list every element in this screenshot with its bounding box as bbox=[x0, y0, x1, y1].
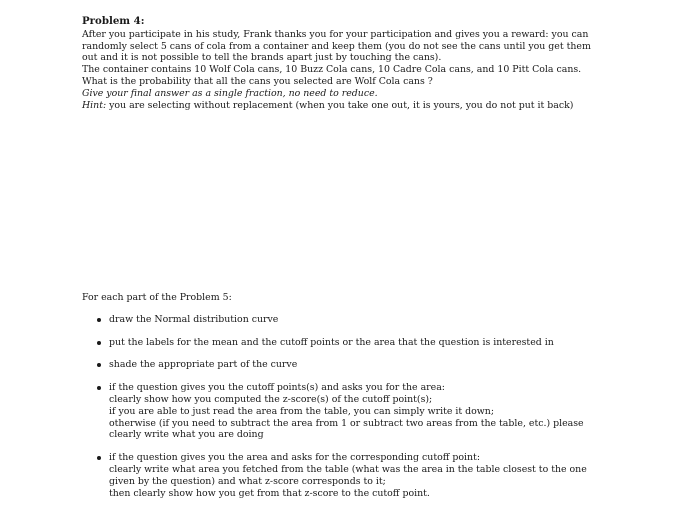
list-item bbox=[82, 452, 622, 499]
problem-4-title: Problem 4: bbox=[82, 15, 145, 27]
list-item bbox=[82, 359, 622, 371]
hint-label: Hint: bbox=[82, 99, 107, 111]
text-line: then clearly show how you get from that z-score to the cutoff point. bbox=[109, 487, 430, 499]
text-line: out and it is not possible to tell the brands apart just by touching the cans). bbox=[82, 52, 442, 64]
list-item bbox=[82, 314, 622, 326]
text-line: put the labels for the mean and the cutoff points or the area that the question is interested in bbox=[109, 336, 554, 348]
text-line: otherwise (if you need to subtract the area from 1 or subtract two areas from the table, etc.) please bbox=[109, 417, 584, 429]
hint-text: you are selecting without replacement (when you take one out, it is yours, you do not put it back) bbox=[106, 99, 574, 111]
problem-4-instruction: Give your final answer as a single fraction, no need to reduce. bbox=[82, 87, 378, 99]
text-line: randomly select 5 cans of cola from a container and keep them (you do not see the cans until you get them bbox=[82, 40, 591, 52]
list-item bbox=[82, 337, 622, 349]
problem-4-paragraph-2: The container contains 10 Wolf Cola cans, 10 Buzz Cola cans, 10 Cadre Cola cans, and 10 Pitt Cola cans. bbox=[82, 64, 582, 76]
text-line: draw the Normal distribution curve bbox=[109, 313, 279, 325]
text-line: clearly write what you are doing bbox=[109, 429, 264, 441]
text-line: clearly show how you computed the z-score(s) of the cutoff point(s); bbox=[109, 393, 433, 405]
problem-4-hint bbox=[82, 100, 622, 112]
text-line: if the question gives you the cutoff points(s) and asks you for the area: bbox=[109, 382, 445, 394]
instruction-list bbox=[82, 314, 622, 500]
text-line: After you participate in his study, Frank thanks you for your participation and gives you a reward: you can bbox=[82, 28, 589, 40]
text-line: clearly write what area you fetched from the table (what was the area in the table closest to the one bbox=[109, 463, 587, 475]
problem-4-section bbox=[82, 16, 622, 111]
problem-4-paragraph-1 bbox=[82, 29, 622, 64]
text-line: if the question gives you the area and asks for the corresponding cutoff point: bbox=[109, 452, 480, 464]
problem-5-intro: For each part of the Problem 5: bbox=[82, 292, 232, 303]
problem-4-question: What is the probability that all the cans you selected are Wolf Cola cans ? bbox=[82, 75, 433, 87]
text-line: given by the question) and what z-score corresponds to it; bbox=[109, 475, 386, 487]
text-line: shade the appropriate part of the curve bbox=[109, 359, 298, 371]
bullet-icon bbox=[97, 386, 101, 390]
text-line: if you are able to just read the area from the table, you can simply write it down; bbox=[109, 405, 495, 417]
bullet-icon bbox=[97, 363, 101, 367]
bullet-icon bbox=[97, 456, 101, 460]
list-item bbox=[82, 382, 622, 441]
problem-5-instructions bbox=[82, 292, 622, 510]
bullet-icon bbox=[97, 318, 101, 322]
bullet-icon bbox=[97, 341, 101, 345]
